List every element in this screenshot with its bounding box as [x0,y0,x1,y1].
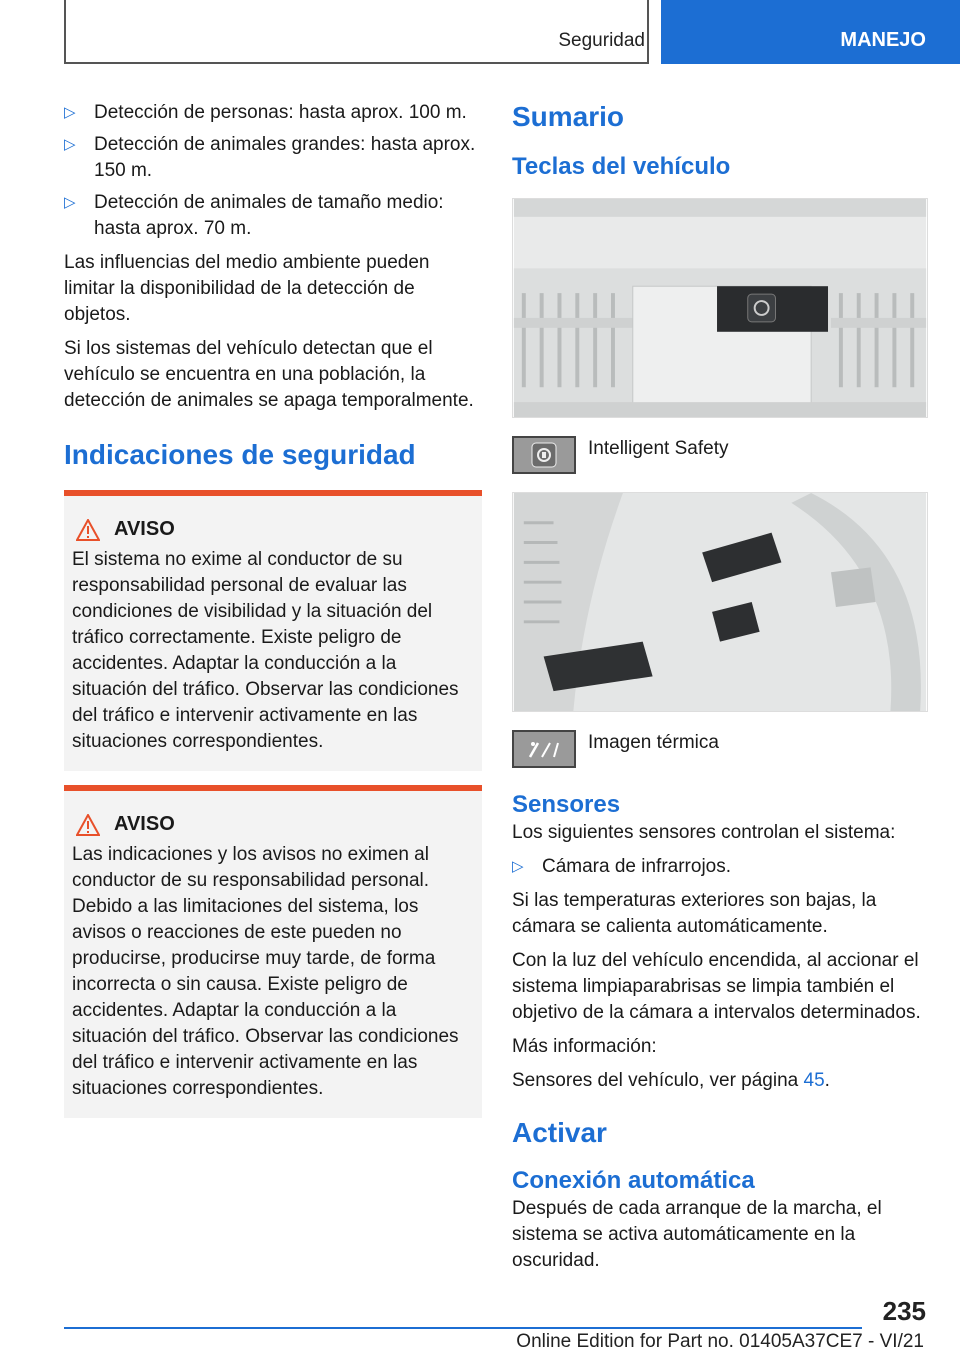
header-section: Seguridad [558,30,645,51]
section-heading: Sumario [512,101,625,132]
bullet-triangle-icon: ▷ [64,194,76,211]
paragraph: Si las temperaturas exteriores son bajas, la cámara se calienta automáticamente. [512,890,877,937]
paragraph: Con la luz del vehículo encendida, al accionar el sistema limpiaparabrisas se limpia también el objetivo de la cámara a intervalos determinados. [512,950,921,1023]
subsection-heading: Teclas del vehículo [512,153,731,180]
list-item: ▷ Detección de animales grandes: hasta aprox. 150 m. [64,134,476,181]
thermal-image-button-icon [512,730,576,768]
footer-divider [64,1327,862,1329]
subsection-heading: Conexión automática [512,1167,755,1194]
footer-edition: Online Edition for Part no. 01405A37CE7 - VI/21 [516,1331,924,1352]
paragraph: Las influencias del medio ambiente pueden limitar la disponibilidad de la detección de objetos. [64,252,430,325]
button-legend-row [512,436,928,474]
list-item: ▷ Detección de personas: hasta aprox. 100 m. [64,100,482,126]
page-number: 235 [882,1296,926,1326]
warning-triangle-icon [76,519,100,541]
button-legend-label: Imagen térmica [588,732,719,753]
paragraph: Los siguientes sensores controlan el sistema: [512,822,896,843]
warning-box [64,785,482,1118]
warning-box [64,490,482,771]
section-heading: Indicaciones de seguridad [64,439,416,470]
right-column [512,100,928,1282]
button-legend-label: Intelligent Safety [588,438,729,459]
bullet-triangle-icon: ▷ [512,858,524,875]
paragraph: Si los sistemas del vehículo detectan que el vehículo se encuentra en una población, la detección de animales se apaga temporalmente. [64,338,474,411]
bullet-triangle-icon: ▷ [64,104,76,121]
intelligent-safety-button-icon [512,436,576,474]
page-reference: Sensores del vehículo, ver página 45. [512,1070,830,1091]
paragraph: Después de cada arranque de la marcha, el sistema se activa automáticamente en la oscuridad. [512,1198,882,1271]
page-link[interactable]: 45 [803,1070,825,1091]
warning-triangle-icon [76,814,100,836]
chapter-label: MANEJO [840,29,926,51]
warning-header: AVISO [72,813,474,836]
section-heading: Activar [512,1117,607,1148]
list-item: ▷ Cámara de infrarrojos. [512,854,928,880]
dashboard-buttons-photo [512,198,928,418]
subsection-heading: Sensores [512,791,621,818]
warning-text: Las indicaciones y los avisos no eximen al conductor de su responsabilidad personal. Debido a las limitaciones del sistema, los avisos o reacciones de este pueden no producirse, producirse muy tarde, de forma incorrecta o sin causa. Existe peligro de accidentes. Adaptar la conducción a la situación del tráfico. Observar las condiciones del tráfico e intervenir activamente en las situaciones correspondientes. [72,844,459,1099]
button-legend-row [512,730,928,768]
bullet-triangle-icon: ▷ [64,136,76,153]
list-item: ▷ Detección de animales de tamaño medio: hasta aprox. 70 m. [64,192,444,239]
warning-text: El sistema no exime al conductor de su responsabilidad personal de evaluar las condiciones de visibilidad y la situación del tráfico correctamente. Existe peligro de accidentes. Adaptar la conducción a la situación del tráfico. Observar las condiciones del tráfico e intervenir activamente en las situaciones correspondientes. [72,549,459,752]
warning-header: AVISO [72,518,474,541]
steering-column-photo [512,492,928,712]
paragraph: Más información: [512,1036,657,1057]
left-column [64,100,482,1118]
header-chapter-tab[interactable] [661,0,960,64]
